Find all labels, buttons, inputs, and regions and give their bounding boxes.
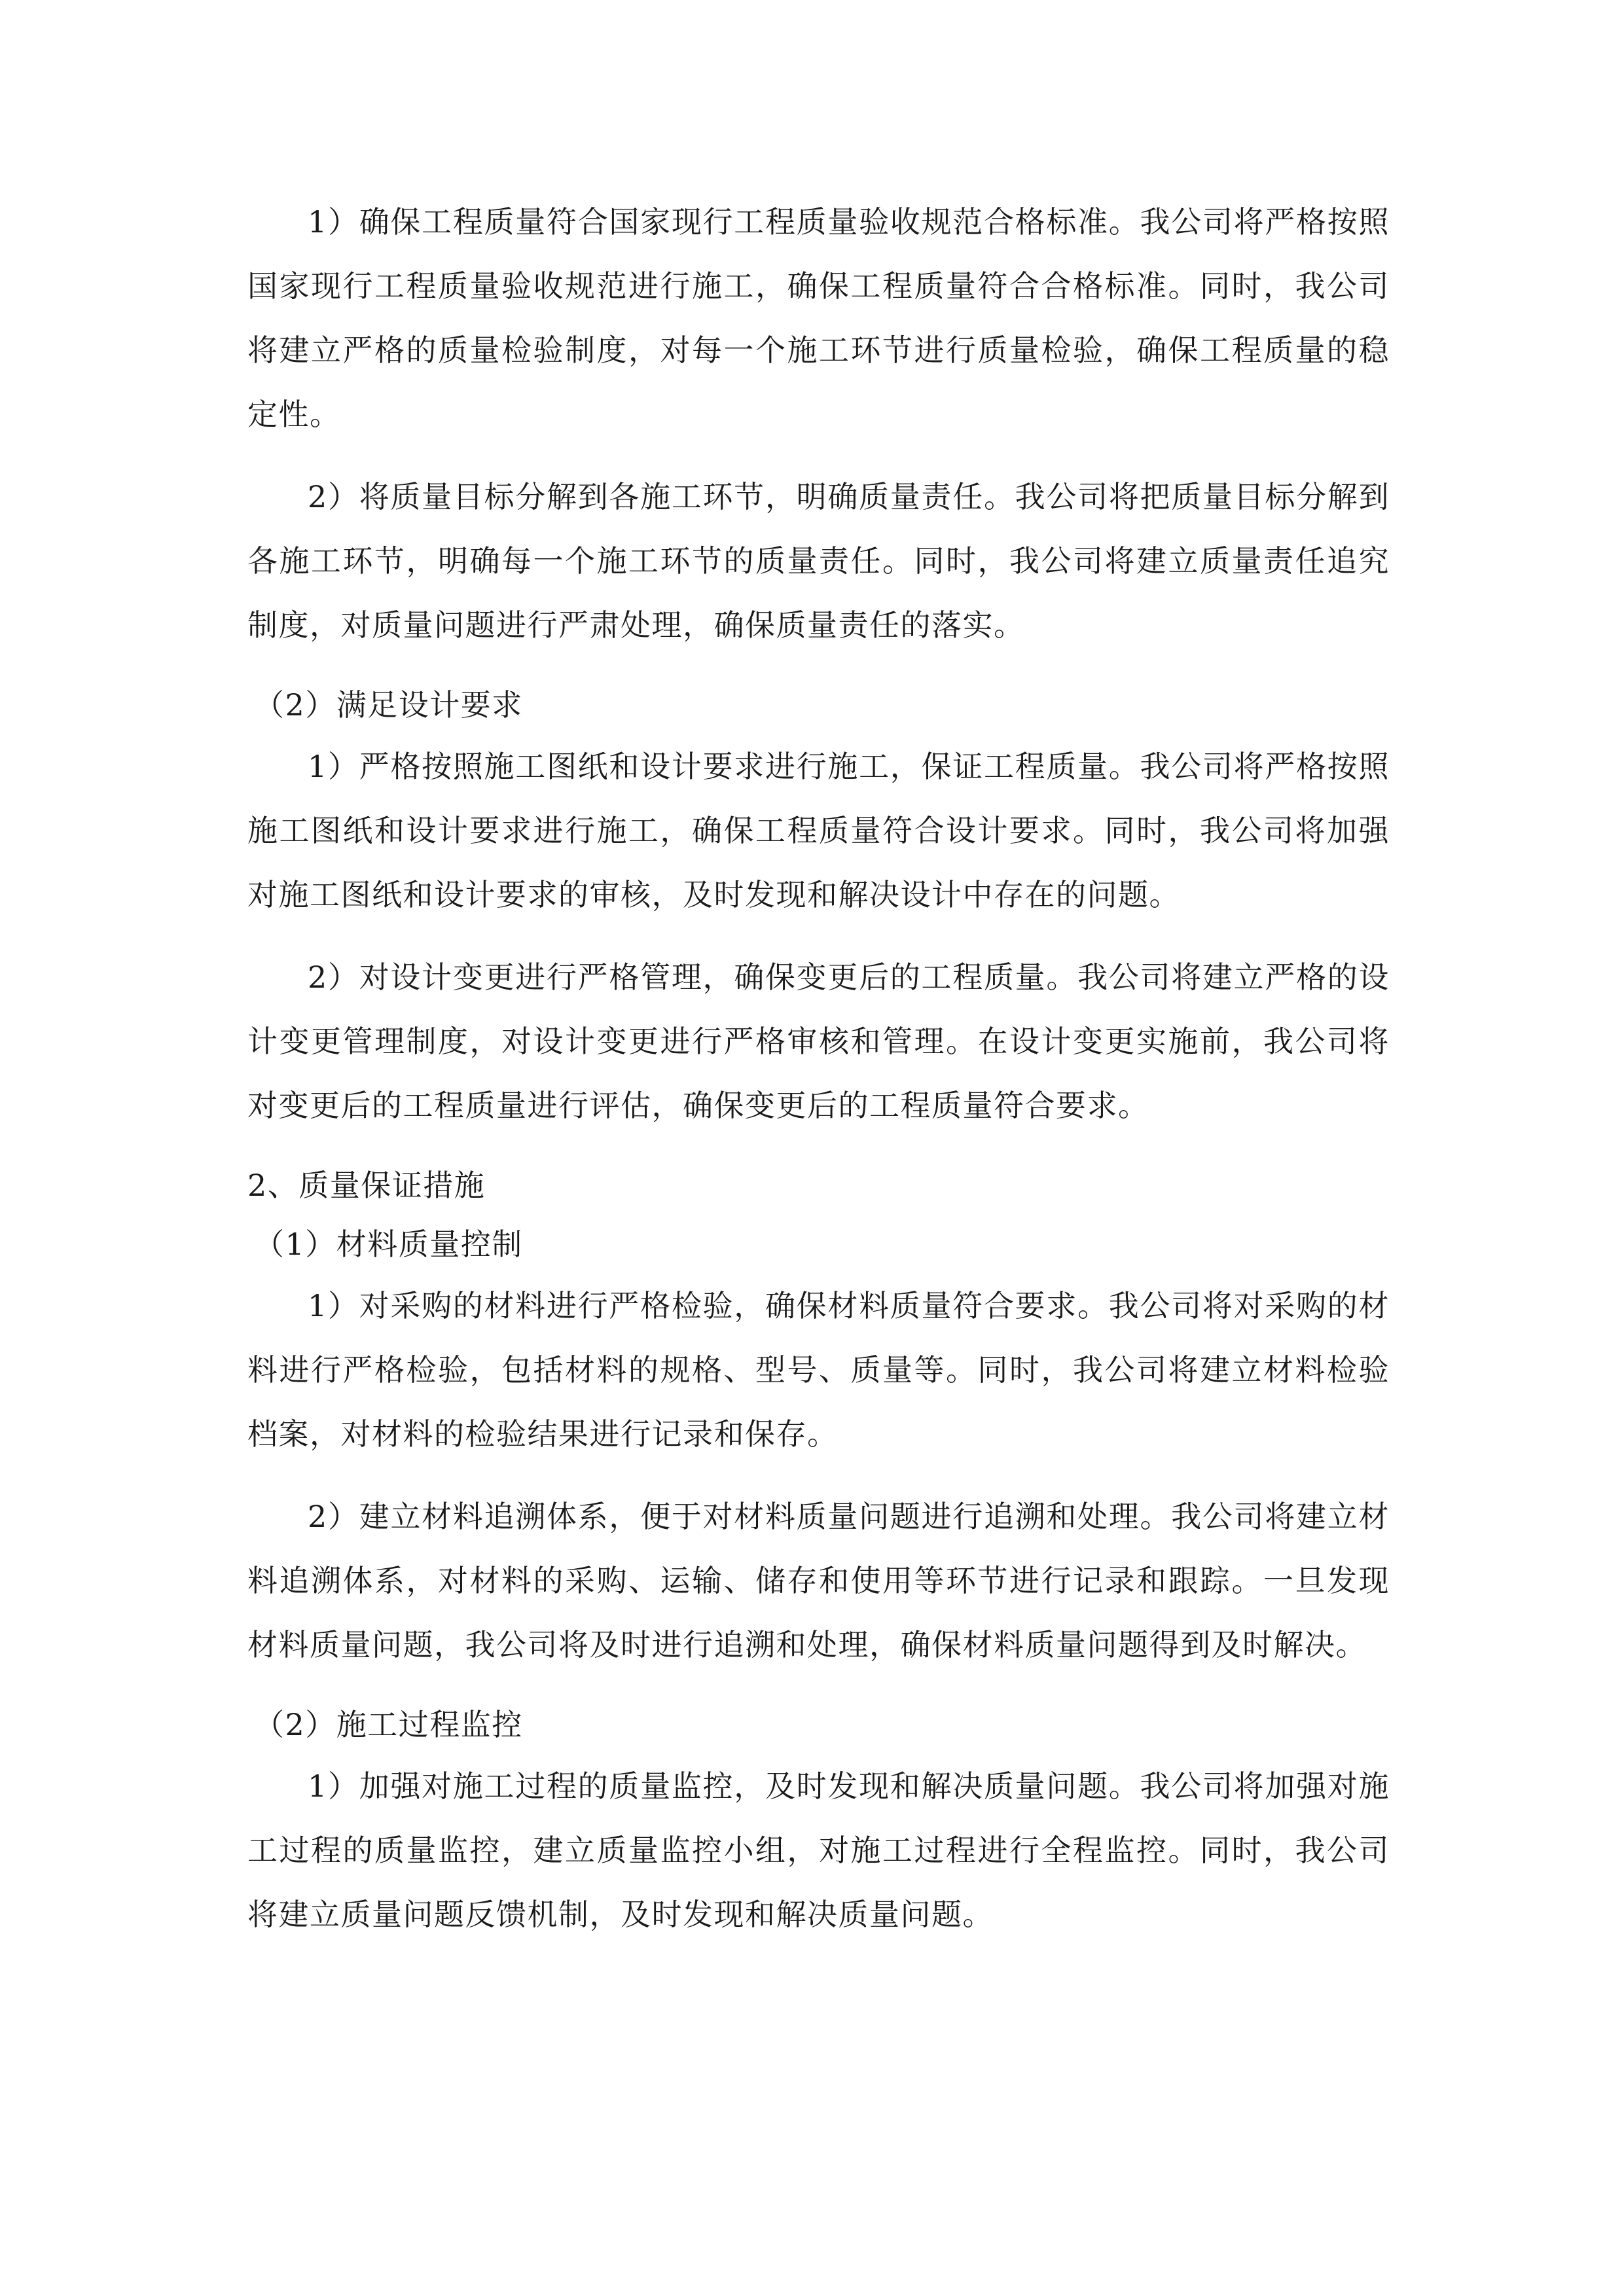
document-body — [247, 190, 1390, 1965]
paragraph-quality-standard: 1）确保工程质量符合国家现行工程质量验收规范合格标准。我公司将严格按照国家现行工程质量验收规范进行施工，确保工程质量符合合格标准。同时，我公司将建立严格的质量检验制度，对每一个施工环节进行质量检验，确保工程质量的稳定性。 — [247, 204, 1390, 432]
paragraph-material-traceability: 2）建立材料追溯体系，便于对材料质量问题进行追溯和处理。我公司将建立材料追溯体系，对材料的采购、运输、储存和使用等环节进行记录和跟踪。一旦发现材料质量问题，我公司将及时进行追溯和处理，确保材料质量问题得到及时解决。 — [247, 1499, 1390, 1662]
subheading-process-monitoring: （2）施工过程监控 — [254, 1707, 523, 1742]
subheading-material-quality: （1）材料质量控制 — [254, 1227, 523, 1262]
heading-quality-assurance: 2、质量保证措施 — [247, 1168, 486, 1203]
paragraph-design-changes: 2）对设计变更进行严格管理，确保变更后的工程质量。我公司将建立严格的设计变更管理制度，对设计变更进行严格审核和管理。在设计变更实施前，我公司将对变更后的工程质量进行评估，确保变更后的工程质量符合要求。 — [247, 960, 1390, 1123]
paragraph-construction-drawings: 1）严格按照施工图纸和设计要求进行施工，保证工程质量。我公司将严格按照施工图纸和设计要求进行施工，确保工程质量符合设计要求。同时，我公司将加强对施工图纸和设计要求的审核，及时发现和解决设计中存在的问题。 — [247, 749, 1390, 912]
subheading-design-requirements: （2）满足设计要求 — [254, 687, 523, 723]
paragraph-material-inspection: 1）对采购的材料进行严格检验，确保材料质量符合要求。我公司将对采购的材料进行严格检验，包括材料的规格、型号、质量等。同时，我公司将建立材料检验档案，对材料的检验结果进行记录和保存。 — [247, 1288, 1390, 1452]
paragraph-process-monitoring: 1）加强对施工过程的质量监控，及时发现和解决质量问题。我公司将加强对施工过程的质量监控，建立质量监控小组，对施工过程进行全程监控。同时，我公司将建立质量问题反馈机制，及时发现和解决质量问题。 — [247, 1768, 1390, 1932]
paragraph-quality-responsibility: 2）将质量目标分解到各施工环节，明确质量责任。我公司将把质量目标分解到各施工环节，明确每一个施工环节的质量责任。同时，我公司将建立质量责任追究制度，对质量问题进行严肃处理，确保质量责任的落实。 — [247, 479, 1390, 643]
